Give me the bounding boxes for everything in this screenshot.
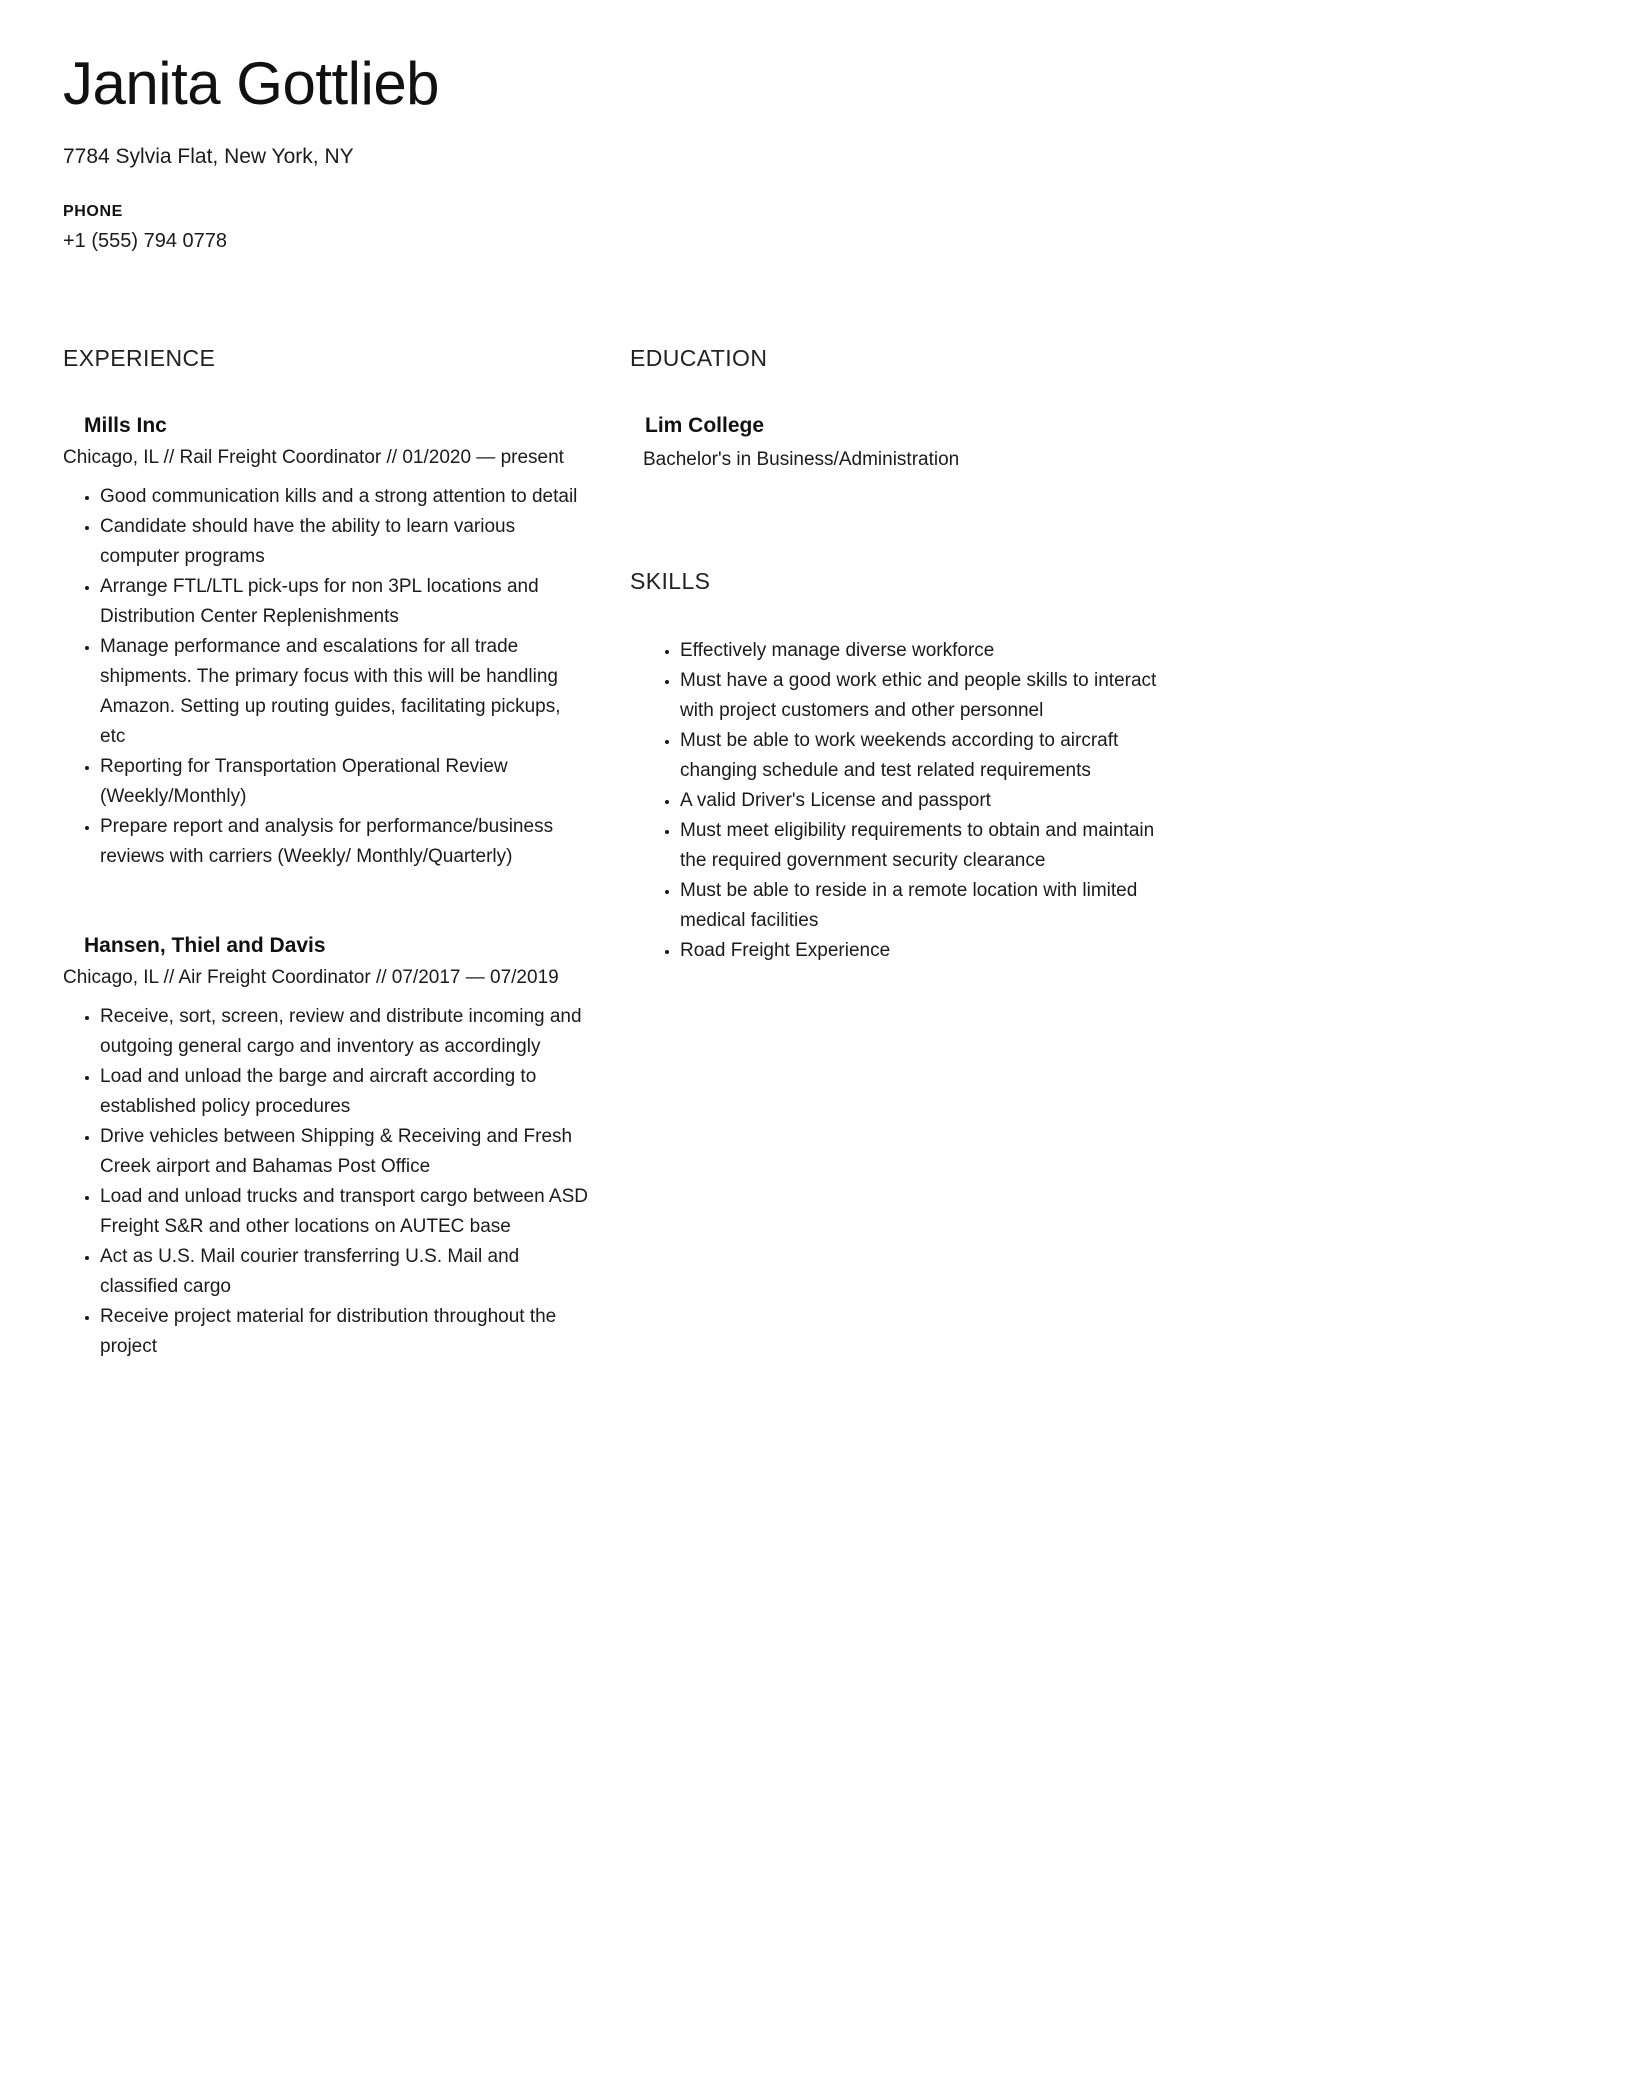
experience-column: [63, 345, 590, 1362]
bullet-item: • Act as U.S. Mail courier transferring U.S. Mail and classified cargo: [100, 1242, 590, 1302]
bullet-item: • Load and unload trucks and transport cargo between ASD Freight S&R and other locations on AUTEC base: [100, 1182, 590, 1242]
bullet-item: • Receive, sort, screen, review and distribute incoming and outgoing general cargo and inventory as accordingly: [100, 1002, 590, 1062]
bullet-item: • Manage performance and escalations for all trade shipments. The primary focus with this will be handling Amazon. Setting up routing guides, facilitating pickups, etc: [100, 632, 590, 752]
candidate-address: 7784 Sylvia Flat, New York, NY: [63, 145, 354, 168]
job-meta: Chicago, IL // Rail Freight Coordinator // 01/2020 — present: [63, 447, 564, 468]
bullet-item: • Receive project material for distribution throughout the project: [100, 1302, 590, 1362]
bullet-item: • Prepare report and analysis for performance/business reviews with carriers (Weekly/ Monthly/Quarterly): [100, 812, 590, 872]
section-title-education: EDUCATION: [630, 345, 768, 371]
section-title-experience: EXPERIENCE: [63, 345, 216, 371]
section-title-skills: SKILLS: [630, 568, 711, 594]
candidate-name: Janita Gottlieb: [63, 50, 440, 117]
skill-item: • Must be able to work weekends according to aircraft changing schedule and test related requirements: [680, 726, 1170, 786]
skill-item: • Must be able to reside in a remote location with limited medical facilities: [680, 876, 1170, 936]
education-entry: [630, 414, 1170, 471]
job-bullet-list: [63, 482, 590, 872]
school-name: Lim College: [645, 414, 765, 437]
skill-item: • Must have a good work ethic and people skills to interact with project customers and other personnel: [680, 666, 1170, 726]
resume-columns: [63, 345, 1569, 1362]
bullet-item: • Good communication kills and a strong attention to detail: [100, 482, 590, 512]
job-meta: Chicago, IL // Air Freight Coordinator // 07/2017 — 07/2019: [63, 967, 559, 988]
job-bullet-list: [63, 1002, 590, 1362]
experience-job-1: [63, 414, 590, 872]
bullet-item: • Reporting for Transportation Operational Review (Weekly/Monthly): [100, 752, 590, 812]
company-name: Hansen, Thiel and Davis: [84, 934, 326, 957]
bullet-item: • Drive vehicles between Shipping & Receiving and Fresh Creek airport and Bahamas Post Office: [100, 1122, 590, 1182]
skill-item: • Must meet eligibility requirements to obtain and maintain the required government security clearance: [680, 816, 1170, 876]
company-name: Mills Inc: [84, 414, 167, 437]
skills-list: [630, 636, 1170, 966]
skill-item: • Road Freight Experience: [680, 936, 1170, 966]
skill-item: • Effectively manage diverse workforce: [680, 636, 1170, 666]
bullet-item: • Arrange FTL/LTL pick-ups for non 3PL locations and Distribution Center Replenishments: [100, 572, 590, 632]
bullet-item: • Load and unload the barge and aircraft according to established policy procedures: [100, 1062, 590, 1122]
degree: Bachelor's in Business/Administration: [643, 449, 960, 470]
education-skills-column: [630, 345, 1170, 966]
phone-number: +1 (555) 794 0778: [63, 230, 228, 252]
experience-job-2: [63, 934, 590, 1362]
bullet-item: • Candidate should have the ability to learn various computer programs: [100, 512, 590, 572]
skill-item: • A valid Driver's License and passport: [680, 786, 1170, 816]
resume-header: [63, 52, 1569, 253]
phone-label: PHONE: [63, 203, 123, 220]
